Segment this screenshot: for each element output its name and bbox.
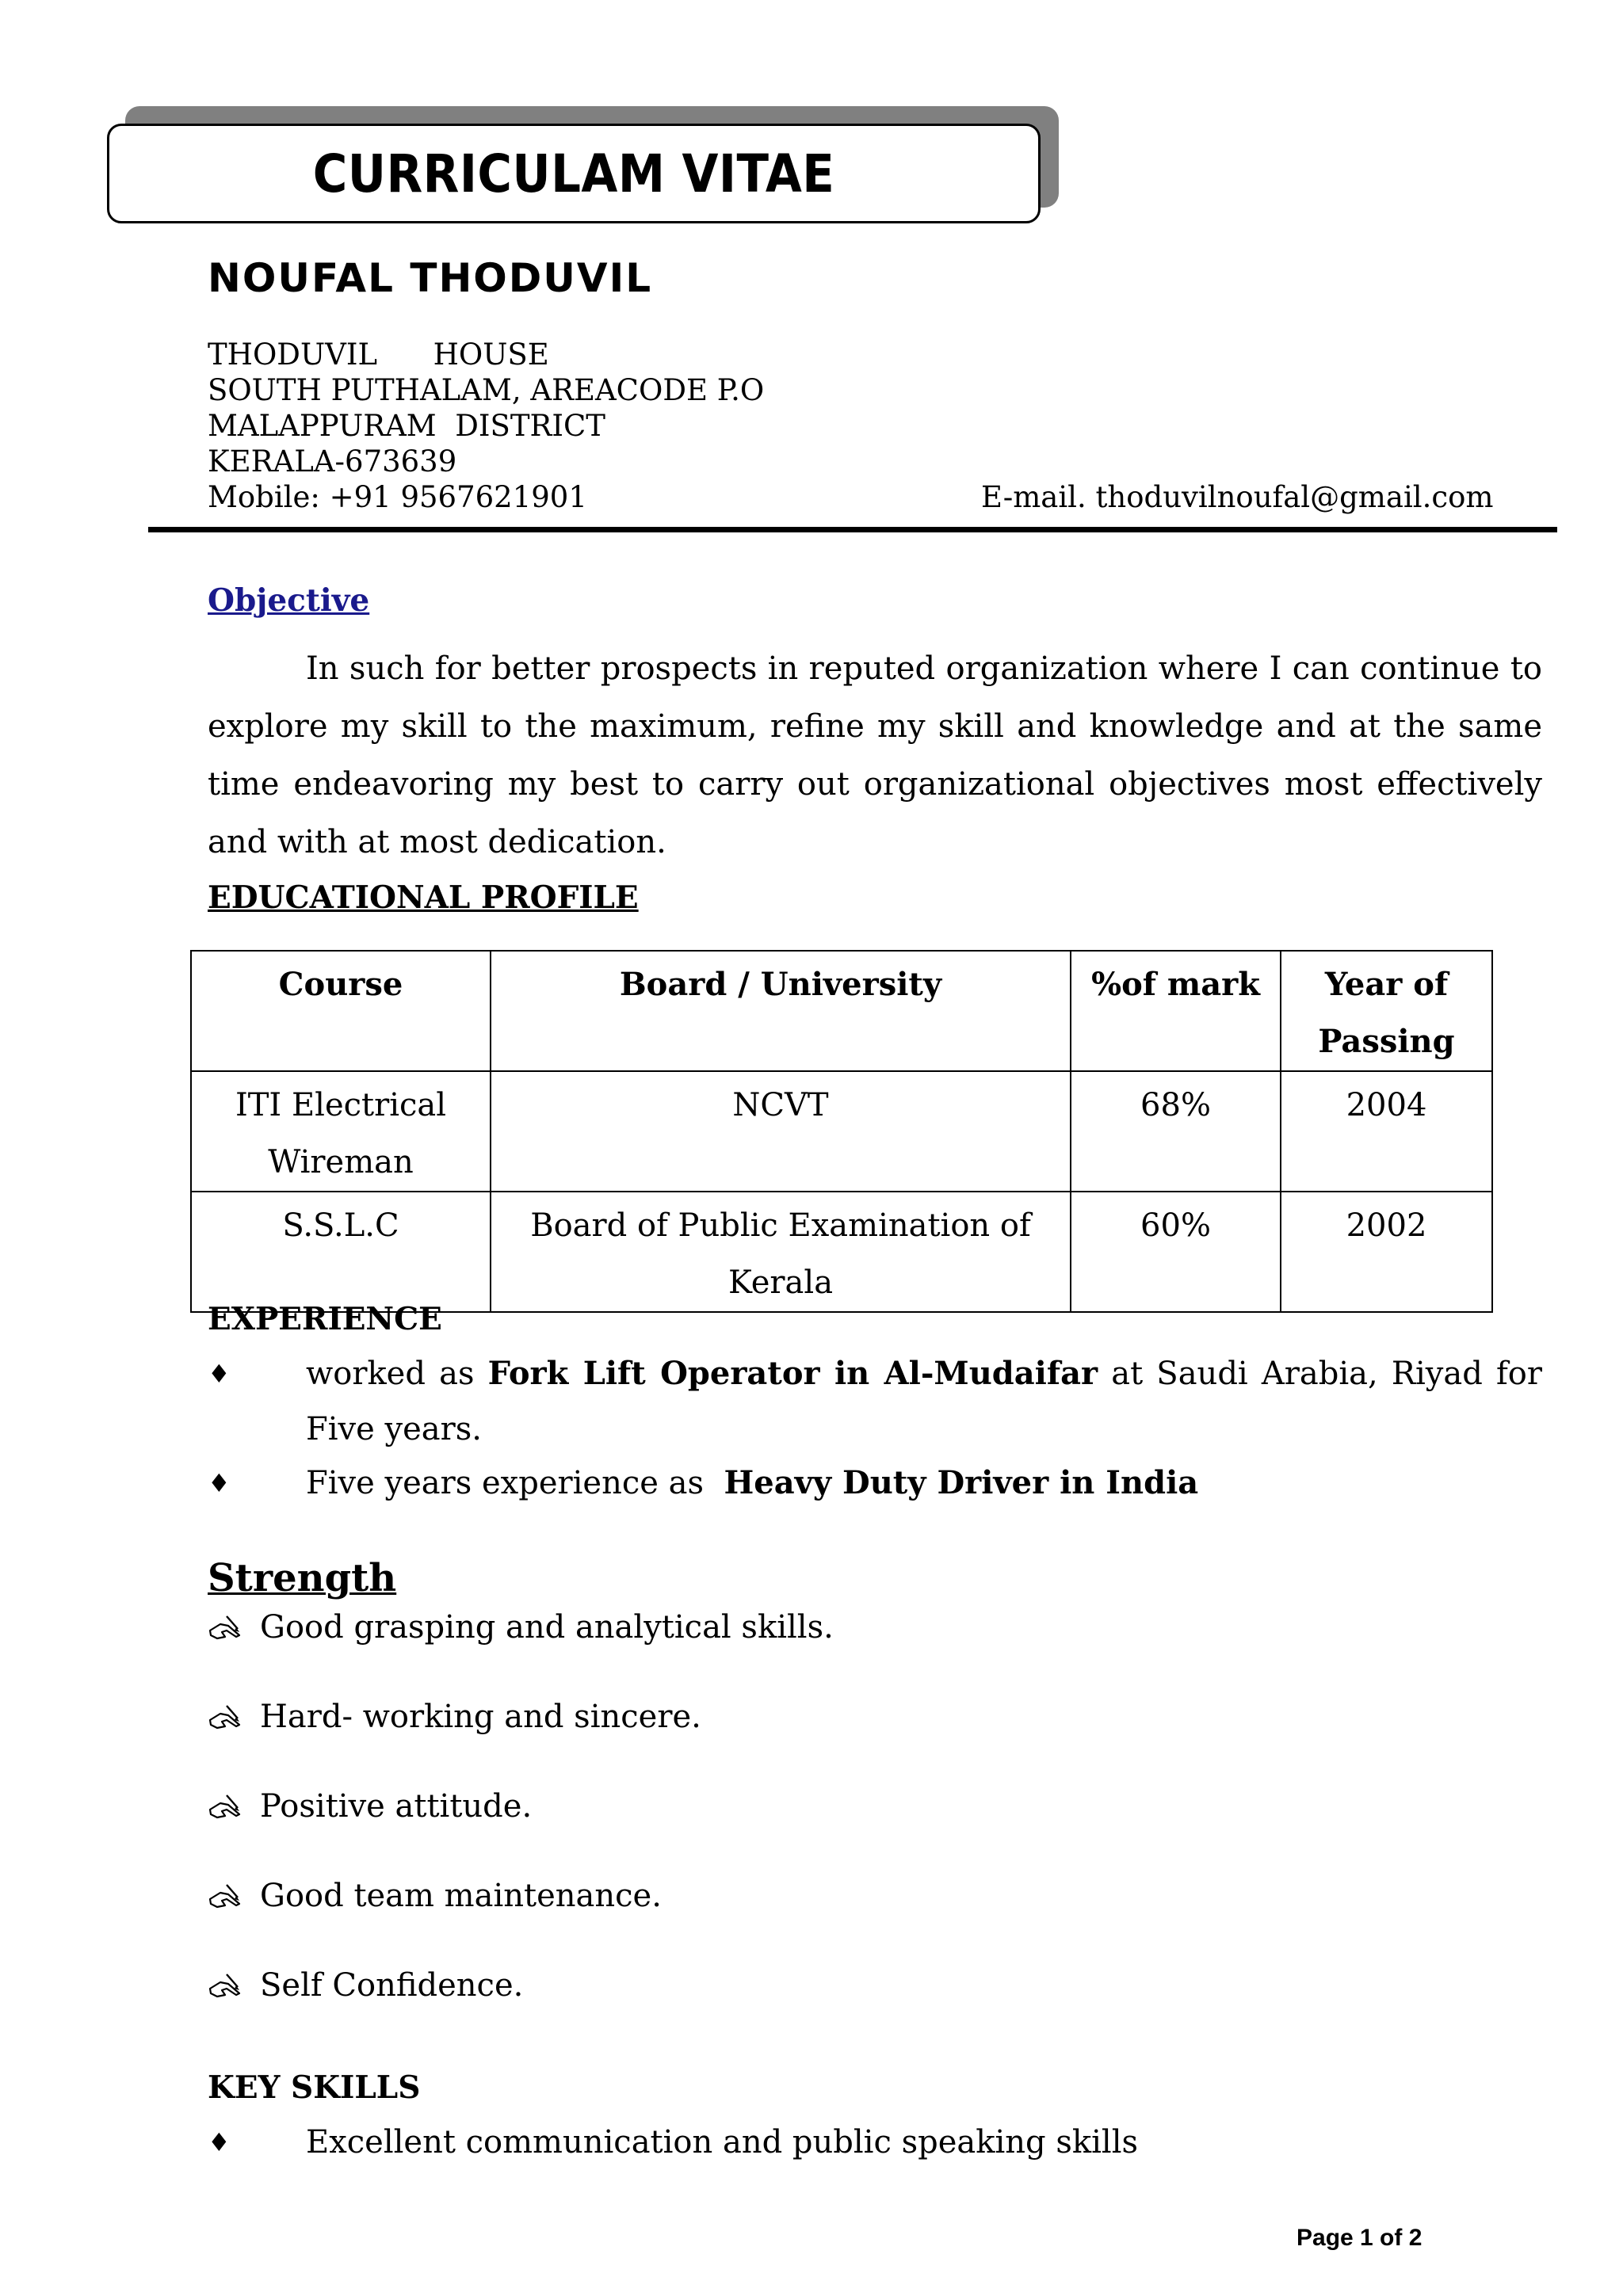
experience-text: Five years experience as [306, 1465, 724, 1501]
table-cell: 60% [1071, 1192, 1281, 1312]
writing-hand-icon [208, 1791, 242, 1822]
column-header: Course [191, 951, 491, 1071]
education-heading: EDUCATIONAL PROFILE [208, 879, 639, 916]
table-cell: Board of Public Examination of Kerala [491, 1192, 1071, 1312]
address-block [208, 337, 764, 515]
writing-hand-icon [208, 1970, 242, 2001]
table-cell: 2004 [1281, 1071, 1492, 1192]
objective-text: In such for better prospects in reputed organization where I can continue to explore my skill to the maximum, refine my skill and knowledge and at the same time endeavoring my best to carry out organizational objectives most effectively and with at most dedication. [208, 650, 1542, 860]
table-row [191, 1192, 1492, 1312]
experience-item [208, 1346, 1542, 1457]
key-skills-heading: KEY SKILLS [208, 2069, 421, 2106]
table-cell: S.S.L.C [191, 1192, 491, 1312]
table-cell: ITI Electrical Wireman [191, 1071, 491, 1192]
writing-hand-icon [208, 1611, 242, 1643]
page-number: Page 1 of 2 [1296, 2225, 1423, 2251]
key-skill-item [208, 2115, 1542, 2170]
address-line: SOUTH PUTHALAM, AREACODE P.O [208, 373, 765, 407]
address-line: KERALA-673639 [208, 444, 457, 479]
candidate-name: NOUFAL THODUVIL [208, 255, 653, 301]
column-header: Board / University [491, 951, 1071, 1071]
diamond-bullet-icon: ♦ [208, 2127, 231, 2157]
education-table [190, 950, 1493, 1313]
strength-heading: Strength [208, 1556, 397, 1600]
column-header: Year of Passing [1281, 951, 1492, 1071]
address-line: MALAPPURAM DISTRICT [208, 409, 605, 443]
table-header-row [191, 951, 1492, 1071]
experience-heading: EXPERIENCE [208, 1301, 442, 1337]
table-cell: 68% [1071, 1071, 1281, 1192]
strength-item [208, 1788, 532, 1825]
strength-item [208, 1967, 523, 2004]
strength-item [208, 1878, 662, 1914]
header-divider [148, 527, 1557, 532]
strength-text: Positive attitude. [260, 1788, 533, 1825]
strength-item [208, 1609, 834, 1646]
writing-hand-icon [208, 1880, 242, 1912]
table-cell: NCVT [491, 1071, 1071, 1192]
table-cell: 2002 [1281, 1192, 1492, 1312]
strength-text: Good grasping and analytical skills. [260, 1609, 834, 1646]
experience-text: worked as [306, 1356, 488, 1392]
experience-role: Fork Lift Operator in Al-Mudaifar [487, 1355, 1098, 1392]
diamond-bullet-icon: ♦ [208, 1468, 231, 1498]
key-skill-text: Excellent communication and public speaking skills [306, 2124, 1139, 2161]
diamond-bullet-icon: ♦ [208, 1359, 231, 1389]
address-line: THODUVIL HOUSE [208, 338, 549, 372]
experience-text: at Saudi Arabia, Riyad for Five years. [306, 1356, 1542, 1447]
column-header: %of mark [1071, 951, 1281, 1071]
strength-item [208, 1699, 701, 1735]
writing-hand-icon [208, 1701, 242, 1733]
experience-item [208, 1455, 1542, 1511]
document-title: CURRICULAM VITAE [312, 143, 835, 204]
mobile-number: Mobile: +91 9567621901 [208, 480, 587, 514]
strength-text: Self Confidence. [260, 1967, 524, 2004]
objective-heading: Objective [208, 582, 370, 619]
experience-role: Heavy Duty Driver in India [724, 1464, 1199, 1501]
email-address: E-mail. thoduvilnoufal@gmail.com [981, 480, 1494, 514]
strength-text: Hard- working and sincere. [260, 1699, 701, 1735]
strength-text: Good team maintenance. [260, 1878, 662, 1914]
table-row [191, 1071, 1492, 1192]
